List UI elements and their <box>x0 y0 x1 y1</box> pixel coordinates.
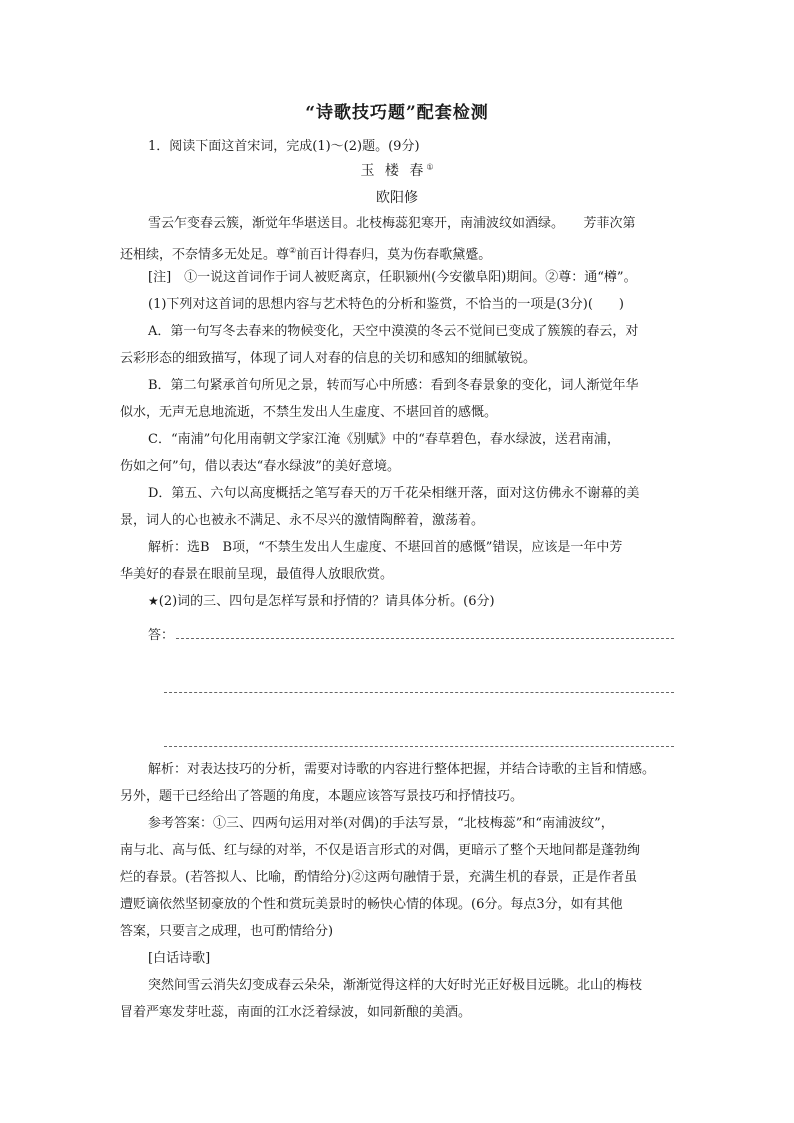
poem-title <box>0 160 794 180</box>
reference-answer-line-3: 烂的春景。(若答拟人、比喻，酌情给分)②这两句融情于景，充满生机的春景，正是作者虽 <box>120 870 638 885</box>
reference-answer-line-5: 答案，只要言之成理，也可酌情给分) <box>120 924 334 939</box>
analysis-2-block <box>120 756 676 1026</box>
poem-author: 欧阳修 <box>376 190 418 206</box>
option-a-line-1: A．第一句写冬去春来的物候变化，天空中漠漠的冬云不觉间已变成了簇簇的春云，对 <box>148 324 639 339</box>
option-a-line-2: 云彩形态的细致描写，体现了词人对春的信息的关切和感知的细腻敏锐。 <box>120 351 537 366</box>
option-b-line-1: B．第二句紧承首句所见之景，转而写心中所感：看到冬春景象的变化，词人渐觉年华 <box>148 378 639 393</box>
poem-line-1: 雪云乍变春云簇，渐觉年华堪送目。北枝梅蕊犯寒开，南浦波纹如酒绿。 芳菲次第 <box>148 216 636 231</box>
sub-question-1: (1)下列对这首词的思想内容与艺术特色的分析和鉴赏，不恰当的一项是(3分)( ) <box>148 297 624 312</box>
vernacular-line-2: 冒着严寒发芽吐蕊，南面的江水泛着绿波，如同新酿的美酒。 <box>120 1005 472 1020</box>
option-d-line-1: D．第五、六句以高度概括之笔写春天的万千花朵相继开落，面对这仿佛永不谢幕的美 <box>148 486 640 501</box>
poem-line-2: 还相续，不奈情多无处足。尊②前百计得春归，莫为伤春歌黛蹙。 <box>120 246 492 263</box>
reference-answer-line-1: 参考答案：①三、四两句运用对举(对偶)的手法写景，“北枝梅蕊”和“南浦波纹”， <box>148 816 614 831</box>
poem-title-text: 玉 楼 春 <box>360 163 427 179</box>
reference-answer-line-4: 遭贬谪依然坚韧豪放的个性和赏玩美景时的畅快心情的体现。(6分。每点3分，如有其他 <box>120 897 623 912</box>
poem-text <box>120 210 676 268</box>
analysis-1-line-2: 华美好的春景在眼前呈现，最值得人放眼欣赏。 <box>120 567 394 582</box>
poem-footnote-2: ② <box>289 246 297 255</box>
answer-line-2 <box>164 692 674 693</box>
option-d-line-2: 景，词人的心也被永不满足、永不尽兴的激情陶醉着，激荡着。 <box>120 513 485 528</box>
analysis-1-line-1: 解析：选B B项，“不禁生发出人生虚度、不堪回首的感慨”错误，应该是一年中芳 <box>148 540 623 555</box>
question-1-heading: 1．阅读下面这首宋词，完成(1)～(2)题。(9分) <box>148 139 420 154</box>
option-c-line-2: 伤如之何”句，借以表达“春水绿波”的美好意境。 <box>120 459 400 474</box>
poem-title-footnote: ① <box>426 162 434 172</box>
reference-answer-line-2: 南与北、高与低、红与绿的对举，不仅是语言形式的对偶，更暗示了整个天地间都是蓬勃绚 <box>120 843 641 858</box>
star-icon: ★ <box>148 594 159 608</box>
analysis-2-line-1: 解析：对表达技巧的分析，需要对诗歌的内容进行整体把握，并结合诗歌的主旨和情感。 <box>148 762 656 777</box>
answer-line-3 <box>164 746 674 747</box>
notes <box>120 264 676 615</box>
vernacular-line-1: 突然间雪云消失幻变成春云朵朵，渐渐觉得这样的大好时光正好极目远眺。北山的梅枝 <box>148 978 643 993</box>
analysis-2-line-2: 另外，题干已经给出了答题的角度，本题应该答写景技巧和抒情技巧。 <box>120 789 524 804</box>
page-title: “诗歌技巧题”配套检测 <box>305 103 489 123</box>
answer-label: 答： <box>148 628 175 643</box>
vernacular-label: [白话诗歌] <box>148 951 211 966</box>
option-b-line-2: 似水，无声无息地流逝，不禁生发出人生虚度、不堪回首的感慨。 <box>120 405 498 420</box>
note-text: [注] ①一说这首词作于词人被贬离京，任职颍州(今安徽阜阳)期间。②尊：通“樽”。 <box>148 270 637 285</box>
option-c-line-1: C．“南浦”句化用南朝文学家江淹《别赋》中的“春草碧色，春水绿波，送君南浦， <box>148 432 620 447</box>
answer-line-1 <box>176 638 674 639</box>
sub-question-2: ★(2)词的三、四句是怎样写景和抒情的？请具体分析。(6分) <box>148 594 495 609</box>
